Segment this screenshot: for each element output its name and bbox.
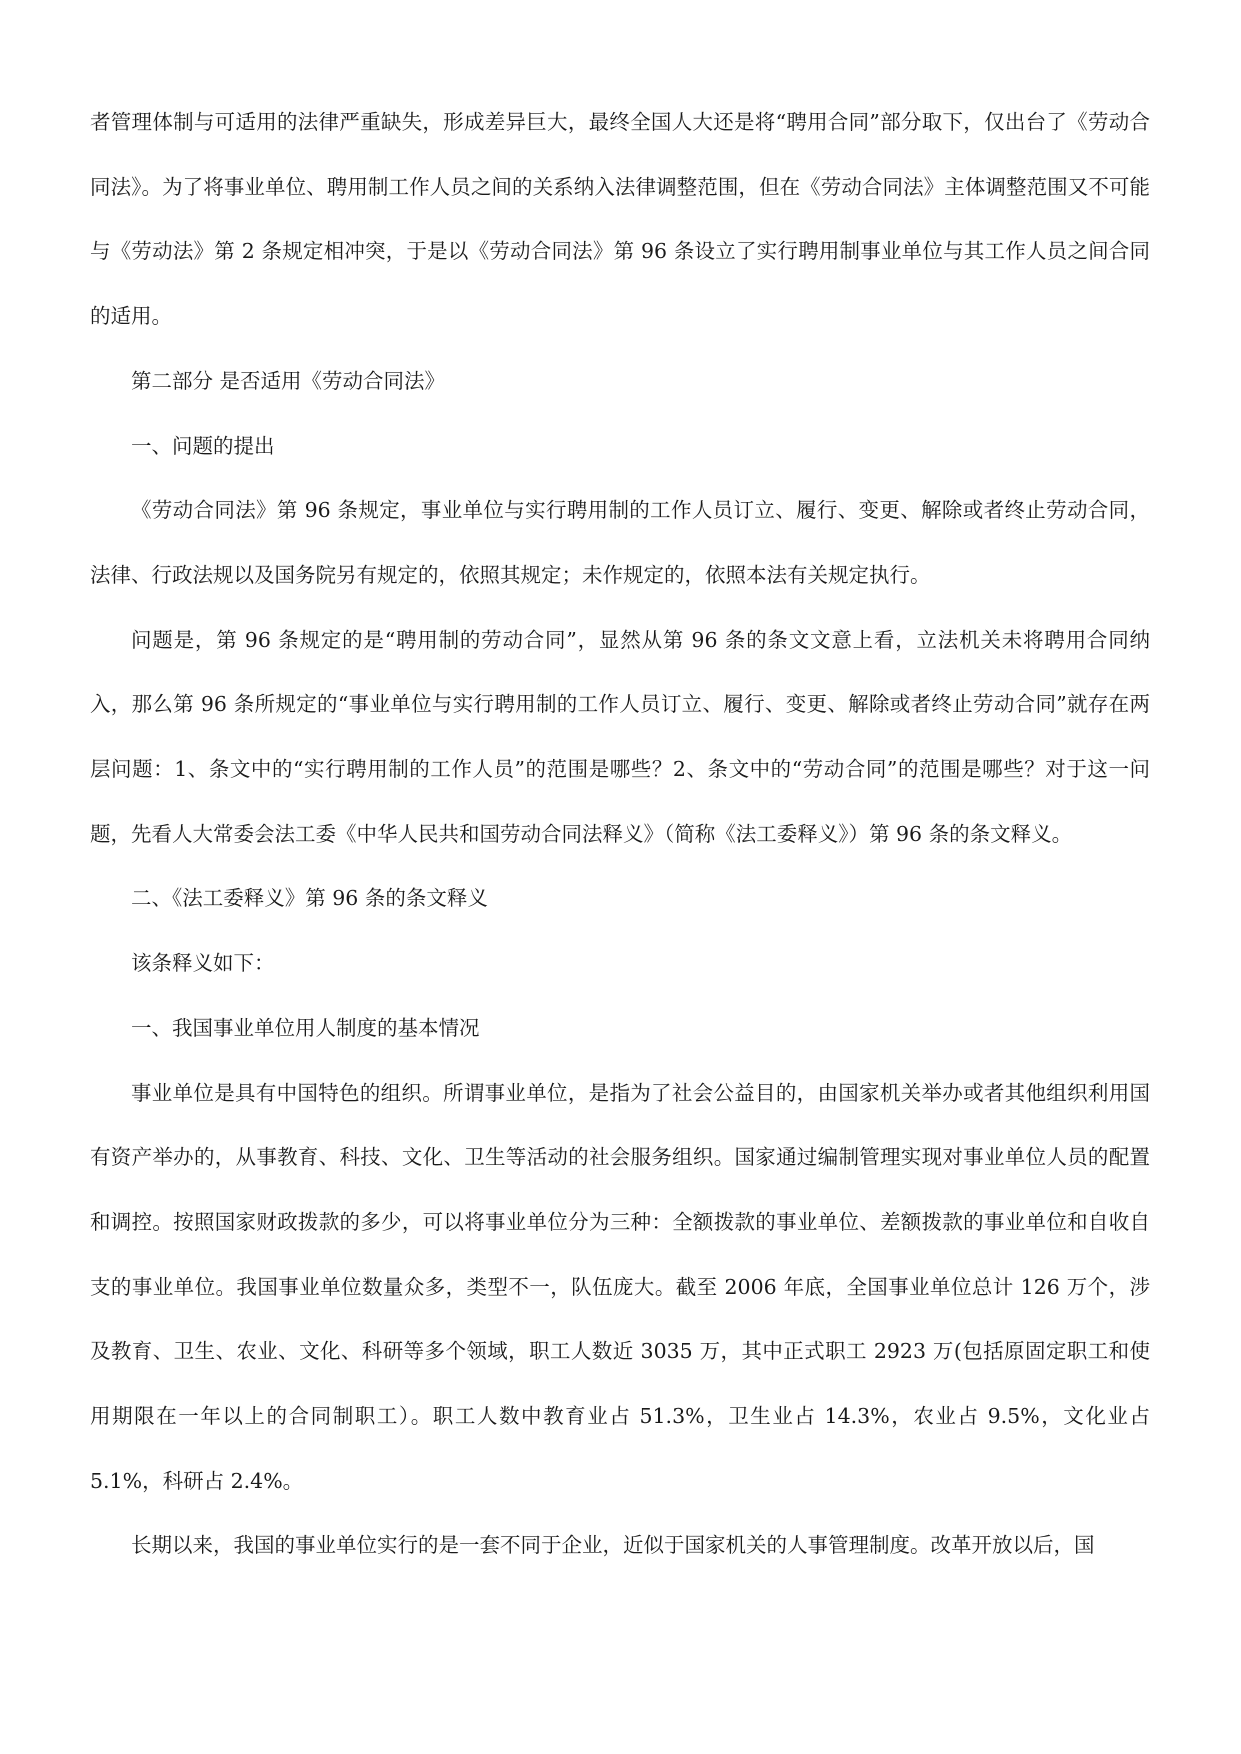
paragraph-question: 问题是，第 96 条规定的是“聘用制的劳动合同”，显然从第 96 条的条文文意上看，立法机关未将聘用合同纳入，那么第 96 条所规定的“事业单位与实行聘用制的工作人员订立、履行、变更、解除或者终止劳动合同”就存在两层问题：1、条文中的“实行聘用制的工作人员”的范围是哪些？2、条文中的“劳动合同”的范围是哪些？对于这一问题，先看人大常委会法工委《中华人民共和国劳动合同法释义》（简称《法工委释义》）第 96 条的条文释义。 (90, 627, 1150, 846)
paragraph-public-institutions: 事业单位是具有中国特色的组织。所谓事业单位，是指为了社会公益目的，由国家机关举办或者其他组织利用国有资产举办的，从事教育、科技、文化、卫生等活动的社会服务组织。国家通过编制管理实现对事业单位人员的配置和调控。按照国家财政拨款的多少，可以将事业单位分为三种：全额拨款的事业单位、差额拨款的事业单位和自收自支的事业单位。我国事业单位数量众多，类型不一，队伍庞大。截至 2006 年底，全国事业单位总计 126 万个，涉及教育、卫生、农业、文化、科研等多个领域，职工人数近 3035 万，其中正式职工 2923 万(包括原固定职工和使用期限在一年以上的合同制职工）。职工人数中教育业占 51.3%，卫生业占 14.3%，农业占 9.5%，文化业占 5.1%，科研占 2.4%。 (90, 1080, 1150, 1493)
subheading-interpretation: 二、《法工委释义》第 96 条的条文释义 (131, 886, 488, 911)
paragraph-interpretation-intro: 该条释义如下： (131, 951, 275, 976)
subheading-basic-situation: 一、我国事业单位用人制度的基本情况 (131, 1015, 480, 1040)
document-body (90, 90, 1150, 1578)
subheading-problem-statement: 一、问题的提出 (131, 433, 275, 458)
paragraph-1: 者管理体制与可适用的法律严重缺失，形成差异巨大，最终全国人大还是将“聘用合同”部分取下，仅出台了《劳动合同法》。为了将事业单位、聘用制工作人员之间的关系纳入法律调整范围，但在《劳动合同法》主体调整范围又不可能与《劳动法》第 2 条规定相冲突，于是以《劳动合同法》第 96 条设立了实行聘用制事业单位与其工作人员之间合同的适用。 (90, 110, 1150, 329)
paragraph-personnel-system: 长期以来，我国的事业单位实行的是一套不同于企业，近似于国家机关的人事管理制度。改革开放以后，国 (131, 1533, 1095, 1558)
paragraph-article-96: 《劳动合同法》第 96 条规定，事业单位与实行聘用制的工作人员订立、履行、变更、解除或者终止劳动合同，法律、行政法规以及国务院另有规定的，依照其规定；未作规定的，依照本法有关规定执行。 (90, 498, 1150, 587)
section-heading-part-two: 第二部分 是否适用《劳动合同法》 (131, 368, 446, 393)
